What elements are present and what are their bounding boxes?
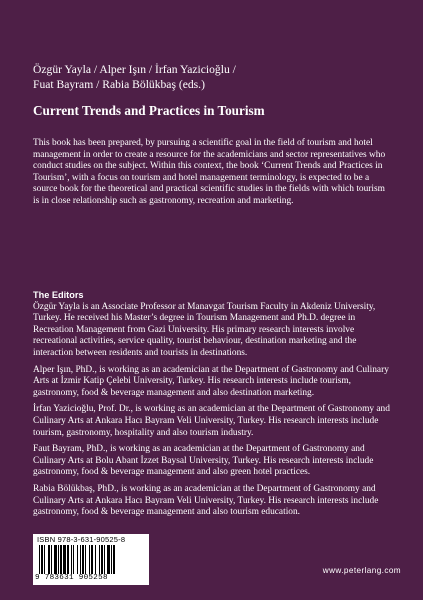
barcode-icon <box>37 545 145 574</box>
publisher-website: www.peterlang.com <box>322 566 401 575</box>
editor-bio-yazicioglu: İrfan Yazicioğlu, Prof. Dr., is working as an academician at the Department of Gastronomy and Culinary Arts at Ankara Hacı Bayram Veli University, Turkey. His research interests include tourism, gastronomy, hospitality and also tourism industry. <box>33 404 390 438</box>
editor-bio-bolukbas: Rabia Bölükbaş, PhD., is working as an academician at the Department of Gastronomy and Culinary Arts at Ankara Hacı Bayram Veli University, Turkey. His research interests include gastronomy, food & beverage management and also tourism education. <box>33 483 379 518</box>
book-description: This book has been prepared, by pursuing a scientific goal in the field of tourism and hotel management in order to create a resource for the academicians and sector representatives who conduct studies on the subject. Within this context, the book ‘Current Trends and Practices in Tourism’, with a focus on tourism and hotel management terminology, is expected to be a source book for the theoretical and practical scientific studies in the fields with which tourism is in close relationship such as gastronomy, recreation and marketing. <box>33 138 386 206</box>
book-title: Current Trends and Practices in Tourism <box>33 103 265 118</box>
editors-byline-line-1: Özgür Yayla / Alper Işın / İrfan Yazicioğlu / <box>33 63 236 76</box>
editors-section <box>33 290 393 524</box>
editor-bio-bayram: Faut Bayram, PhD., is working as an academician at the Department of Gastronomy and Culinary Arts at Bolu Abant İzzet Baysal University, Turkey. His research interests include gastronomy, food & beverage management and also green hotel practices. <box>33 444 374 478</box>
isbn-barcode-panel <box>33 534 149 585</box>
editors-heading: The Editors <box>33 290 84 300</box>
editor-bio-isin: Alper Işın, PhD., is working as an academician at the Department of Gastronomy and Culinary Arts at İzmir Katip Çelebi University, Turkey. His research interests include tourism, gastronomy, food & beverage management and also destination marketing. <box>33 364 389 398</box>
editor-bio-yayla: Özgür Yayla is an Associate Professor at Manavgat Tourism Faculty in Akdeniz University, Turkey. He received his Master’s degree in Tourism Management and Ph.D. degree in Recreation Management from Gazi University. His primary research interests involve recreational activities, service quality, tourist behaviour, destination marketing and the interaction between residents and tourists in destinations. <box>33 301 376 358</box>
isbn-number: ISBN 978-3-631-90525-8 <box>37 535 126 544</box>
barcode-digits: 9 783631 905258 <box>35 574 108 582</box>
editors-byline <box>33 63 393 92</box>
editors-byline-line-2: Fuat Bayram / Rabia Bölükbaş (eds.) <box>33 77 205 91</box>
